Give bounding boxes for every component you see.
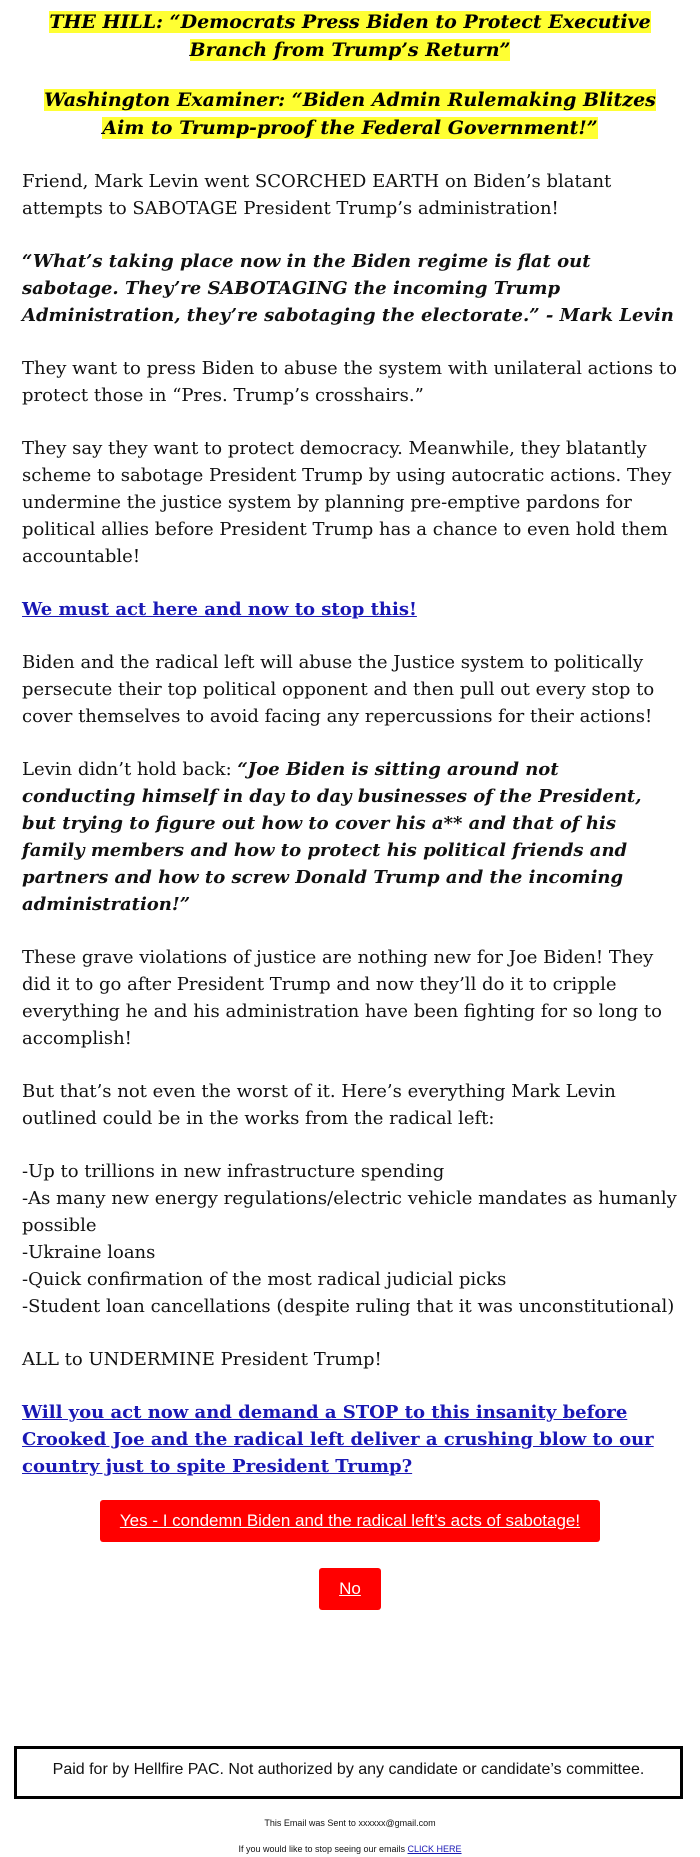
paragraph-levin-quote — [22, 756, 678, 918]
paragraph-undermine: ALL to UNDERMINE President Trump! — [22, 1349, 382, 1370]
headline-the-hill — [22, 8, 678, 64]
paragraph-violations: These grave violations of justice are nothing new for Joe Biden! They did it to go after President Trump and now they’ll do it to cripple everything he and his administration have been fighting for so long to accomplish! — [22, 947, 662, 1049]
yes-condemn-button[interactable]: Yes - I condemn Biden and the radical left’s acts of sabotage! — [100, 1500, 600, 1542]
levin-quote-2: “Joe Biden is sitting around not conducting himself in day to day businesses of the President, but trying to figure out how to cover his a** and that of his family members and how to protect his political friends and partners and how to screw Donald Trump and the incoming administration!” — [22, 759, 642, 915]
list-item: -As many new energy regulations/electric vehicle mandates as humanly possible — [22, 1188, 677, 1236]
no-button-row — [22, 1542, 678, 1610]
headline-washington-examiner — [22, 86, 678, 142]
paragraph-intro: Friend, Mark Levin went SCORCHED EARTH on Biden’s blatant attempts to SABOTAGE President Trump’s administration! — [22, 171, 612, 219]
sent-to-notice: This Email was Sent to xxxxxx@gmail.com — [264, 1818, 436, 1828]
agenda-list — [22, 1158, 678, 1320]
demand-stop-link[interactable]: Will you act now and demand a STOP to this insanity before Crooked Joe and the radical left deliver a crushing blow to our country just to spite President Trump? — [22, 1402, 654, 1477]
no-button[interactable]: No — [319, 1568, 381, 1610]
paragraph-worst: But that’s not even the worst of it. Here’s everything Mark Levin outlined could be in the works from the radical left: — [22, 1081, 616, 1129]
paragraph-crosshairs: They want to press Biden to abuse the system with unilateral actions to protect those in “Pres. Trump’s crosshairs.” — [22, 358, 677, 406]
yes-button-row — [22, 1498, 678, 1542]
levin-lead-text: Levin didn’t hold back: — [22, 759, 238, 780]
cta-link-container — [22, 596, 678, 623]
unsubscribe-link[interactable]: CLICK HERE — [407, 1844, 462, 1854]
list-item: -Student loan cancellations (despite ruling that it was unconstitutional) — [22, 1296, 675, 1317]
headline-the-hill-text: THE HILL: “Democrats Press Biden to Protect Executive Branch from Trump’s Return” — [49, 11, 651, 61]
list-item: -Quick confirmation of the most radical judicial picks — [22, 1269, 507, 1290]
levin-quote: “What’s taking place now in the Biden regime is flat out sabotage. They’re SABOTAGING the incoming Trump Administration, they’re sabotaging the electorate.” - Mark Levin — [22, 251, 674, 326]
unsubscribe-notice — [0, 1844, 700, 1854]
paid-for-disclaimer: Paid for by Hellfire PAC. Not authorized by any candidate or candidate’s committee. — [14, 1746, 683, 1799]
unsubscribe-text: If you would like to stop seeing our emails — [238, 1844, 408, 1854]
paragraph-democracy: They say they want to protect democracy. Meanwhile, they blatantly scheme to sabotage President Trump by using autocratic actions. They undermine the justice system by planning pre-emptive pardons for political allies before President Trump has a chance to even hold them accountable! — [22, 438, 672, 567]
headline-washington-examiner-text: Washington Examiner: “Biden Admin Rulemaking Blitzes Aim to Trump-proof the Federal Government!” — [44, 89, 656, 139]
paragraph-justice: Biden and the radical left will abuse the Justice system to politically persecute their top political opponent and then pull out every stop to cover themselves to avoid facing any repercussions for their actions! — [22, 652, 655, 727]
act-now-link[interactable]: We must act here and now to stop this! — [22, 599, 417, 620]
list-item: -Up to trillions in new infrastructure spending — [22, 1161, 445, 1182]
cta-link-container-2 — [22, 1399, 678, 1480]
list-item: -Ukraine loans — [22, 1242, 156, 1263]
